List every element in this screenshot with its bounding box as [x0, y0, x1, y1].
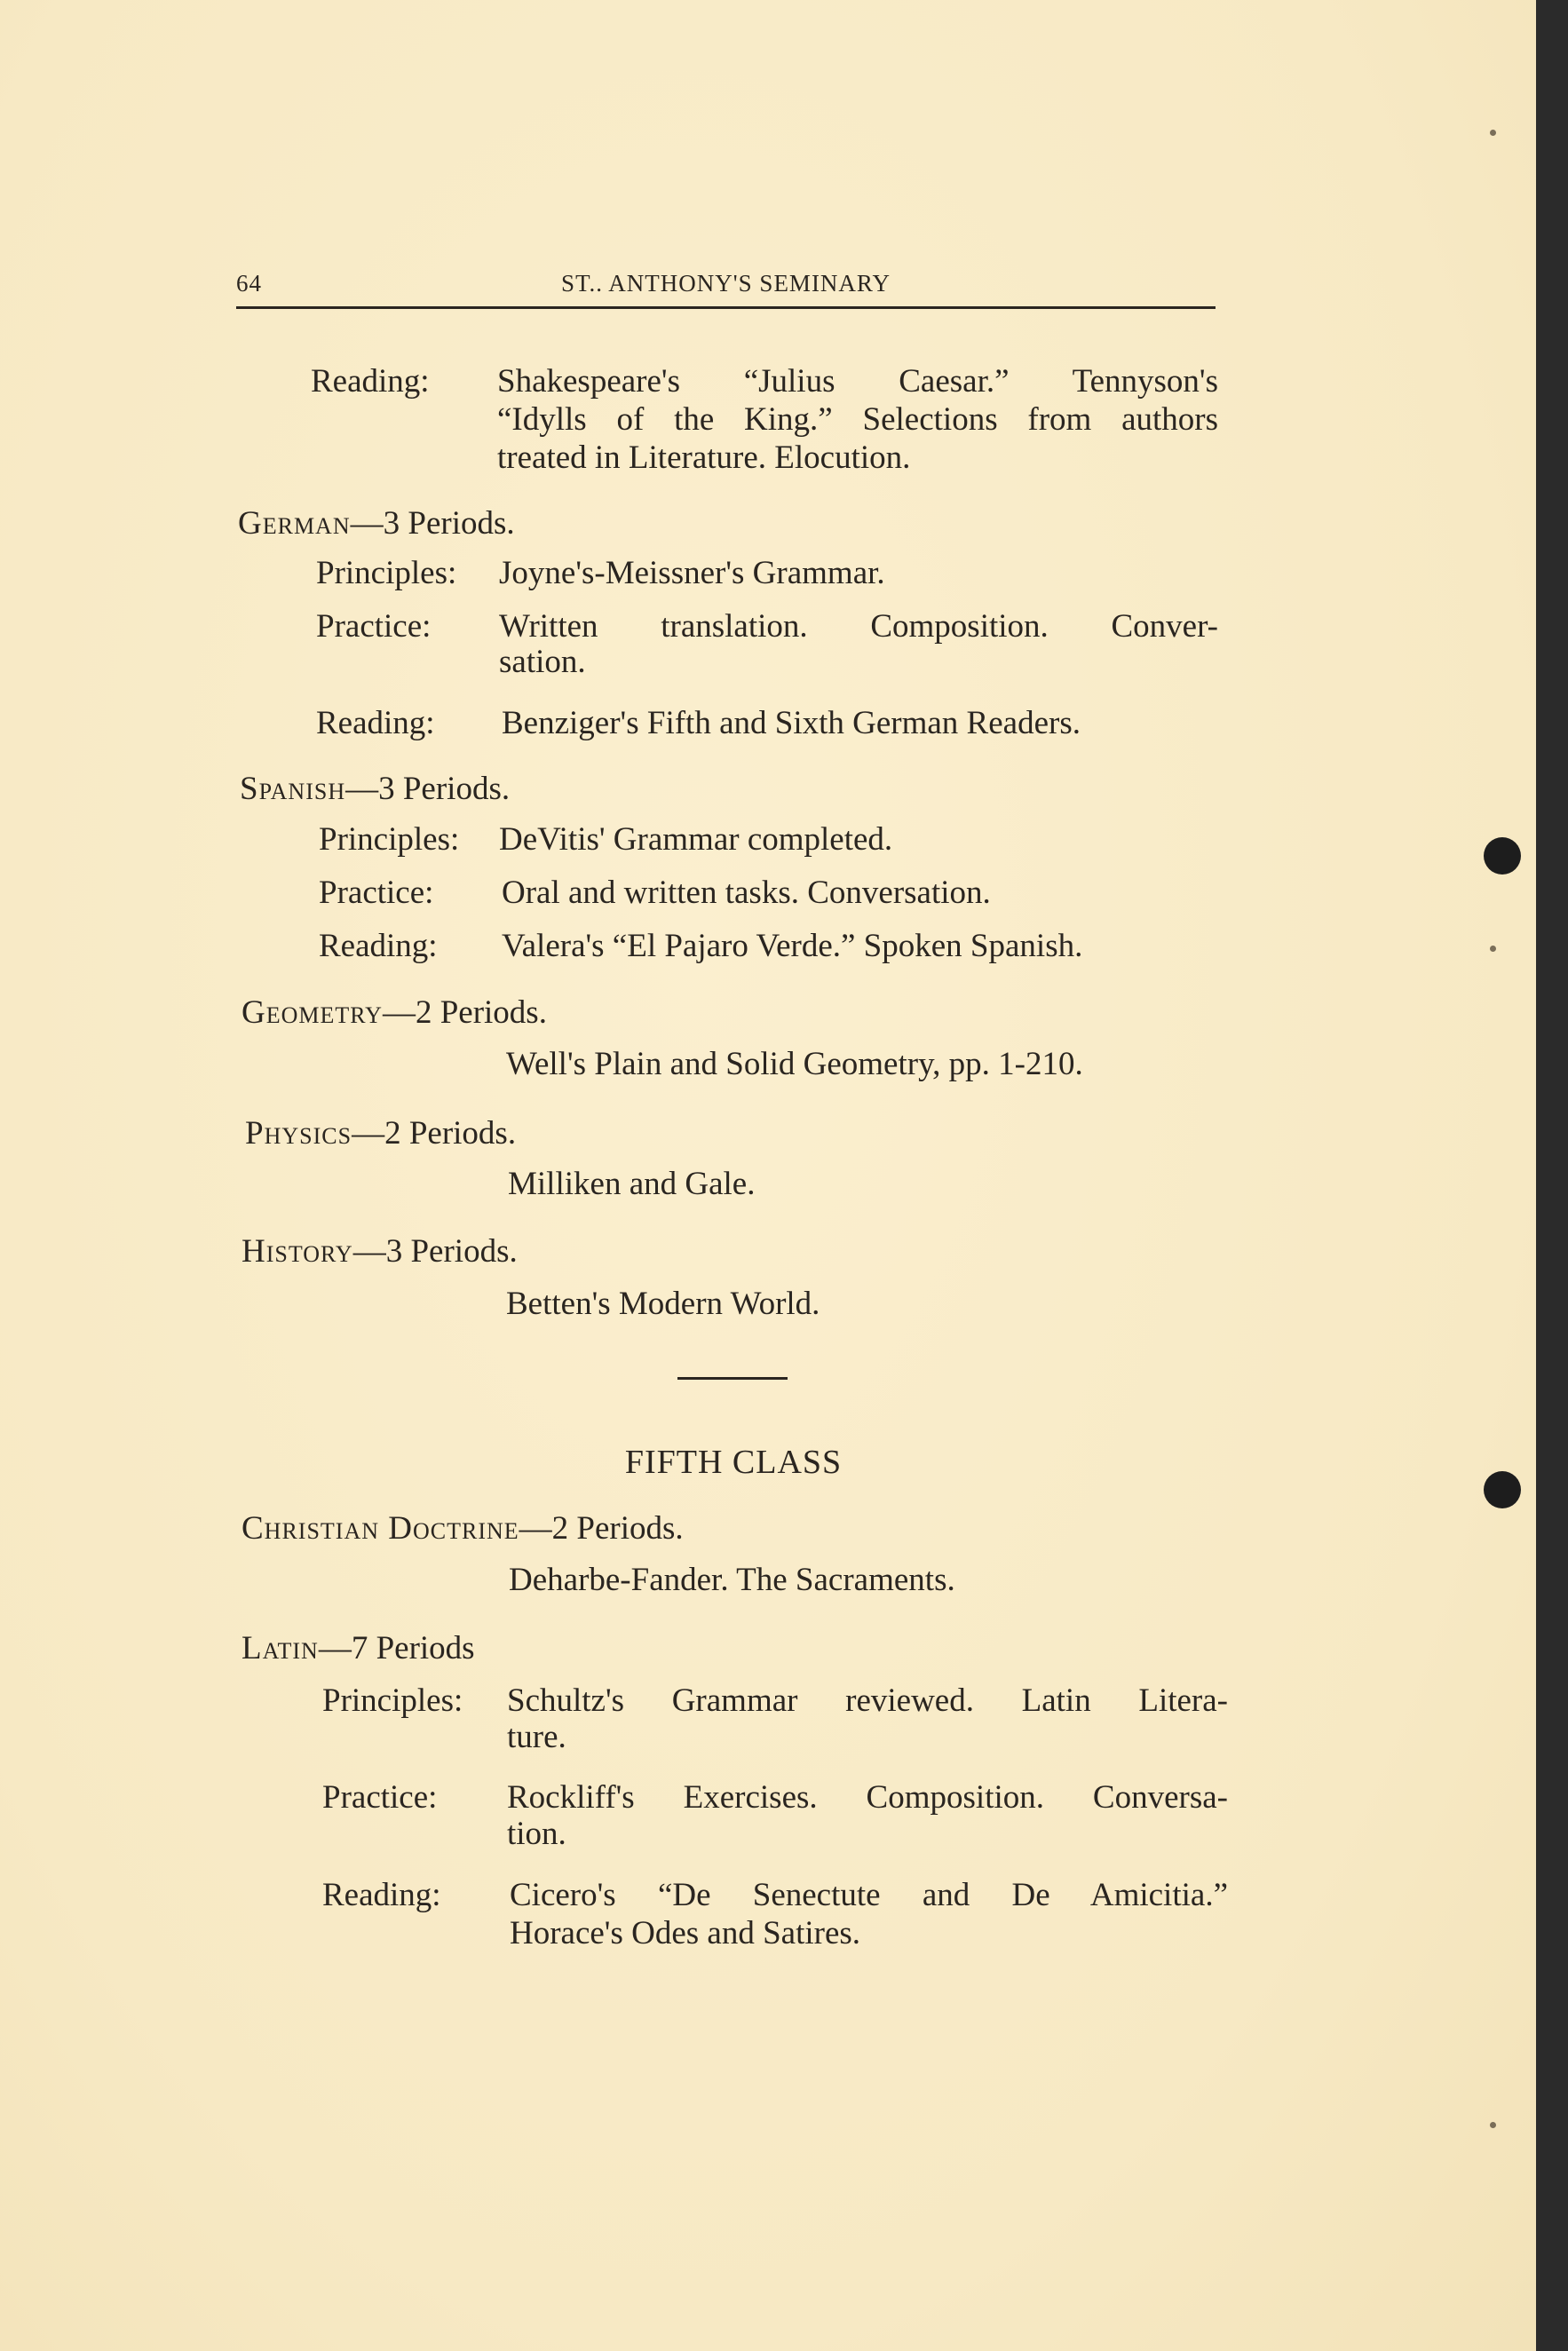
german-principles-label: Principles: [316, 555, 457, 591]
latin-reading-label: Reading: [322, 1877, 441, 1913]
page-number: 64 [236, 270, 262, 297]
geometry-heading: Geometry—2 Periods. [242, 994, 547, 1031]
reading-label: Reading: [311, 363, 430, 400]
spanish-heading: Spanish—3 Periods. [240, 771, 511, 807]
paper-speck [1490, 946, 1496, 952]
paper-speck [1490, 130, 1496, 136]
history-text: Betten's Modern World. [506, 1286, 820, 1322]
physics-heading: Physics—2 Periods. [245, 1115, 517, 1152]
spanish-principles-label: Principles: [319, 821, 460, 858]
section-divider [677, 1377, 788, 1380]
german-reading-text: Benziger's Fifth and Sixth German Readers. [502, 705, 1081, 741]
spanish-practice-text: Oral and written tasks. Conversation. [502, 875, 991, 911]
history-heading: History—3 Periods. [242, 1233, 518, 1270]
reading-line-1: Shakespeare's “Julius Caesar.” Tennyson's [497, 363, 1218, 400]
latin-principles-line-2: ture. [507, 1719, 566, 1755]
page-edge-shadow [1536, 0, 1568, 2351]
geometry-text: Well's Plain and Solid Geometry, pp. 1-210. [506, 1046, 1083, 1082]
page-header [236, 266, 1216, 302]
binding-hole-upper [1484, 837, 1521, 875]
christian-doctrine-heading: Christian Doctrine—2 Periods. [242, 1510, 684, 1547]
binding-hole-lower [1484, 1471, 1521, 1508]
german-reading-label: Reading: [316, 705, 435, 741]
german-principles-text: Joyne's-Meissner's Grammar. [499, 555, 885, 591]
fifth-class-title: FIFTH CLASS [624, 1444, 843, 1481]
latin-reading-line-2: Horace's Odes and Satires. [510, 1915, 861, 1951]
latin-principles-label: Principles: [322, 1682, 463, 1719]
spanish-principles-text: DeVitis' Grammar completed. [499, 821, 893, 858]
german-practice-line-2: sation. [499, 644, 586, 680]
spanish-reading-label: Reading: [319, 928, 438, 964]
german-heading: German—3 Periods. [238, 505, 515, 542]
header-rule [236, 306, 1216, 309]
german-practice-label: Practice: [316, 608, 432, 645]
latin-practice-label: Practice: [322, 1779, 438, 1816]
reading-line-3: treated in Literature. Elocution. [497, 439, 911, 476]
latin-reading-line-1: Cicero's “De Senectute and De Amicitia.” [510, 1877, 1228, 1913]
physics-text: Milliken and Gale. [508, 1166, 756, 1202]
spanish-reading-text: Valera's “El Pajaro Verde.” Spoken Spanish. [502, 928, 1083, 964]
german-practice-line-1: Written translation. Composition. Conver- [499, 608, 1218, 645]
latin-heading: Latin—7 Periods [242, 1630, 475, 1666]
spanish-practice-label: Practice: [319, 875, 434, 911]
paper-speck [1490, 2122, 1496, 2128]
latin-practice-line-1: Rockliff's Exercises. Composition. Conversa- [507, 1779, 1228, 1816]
latin-practice-line-2: tion. [507, 1816, 566, 1852]
reading-line-2: “Idylls of the King.” Selections from authors [497, 401, 1218, 438]
christian-doctrine-text: Deharbe-Fander. The Sacraments. [509, 1562, 955, 1598]
running-head: ST.. ANTHONY'S SEMINARY [561, 270, 891, 297]
latin-principles-line-1: Schultz's Grammar reviewed. Latin Litera- [507, 1682, 1228, 1719]
